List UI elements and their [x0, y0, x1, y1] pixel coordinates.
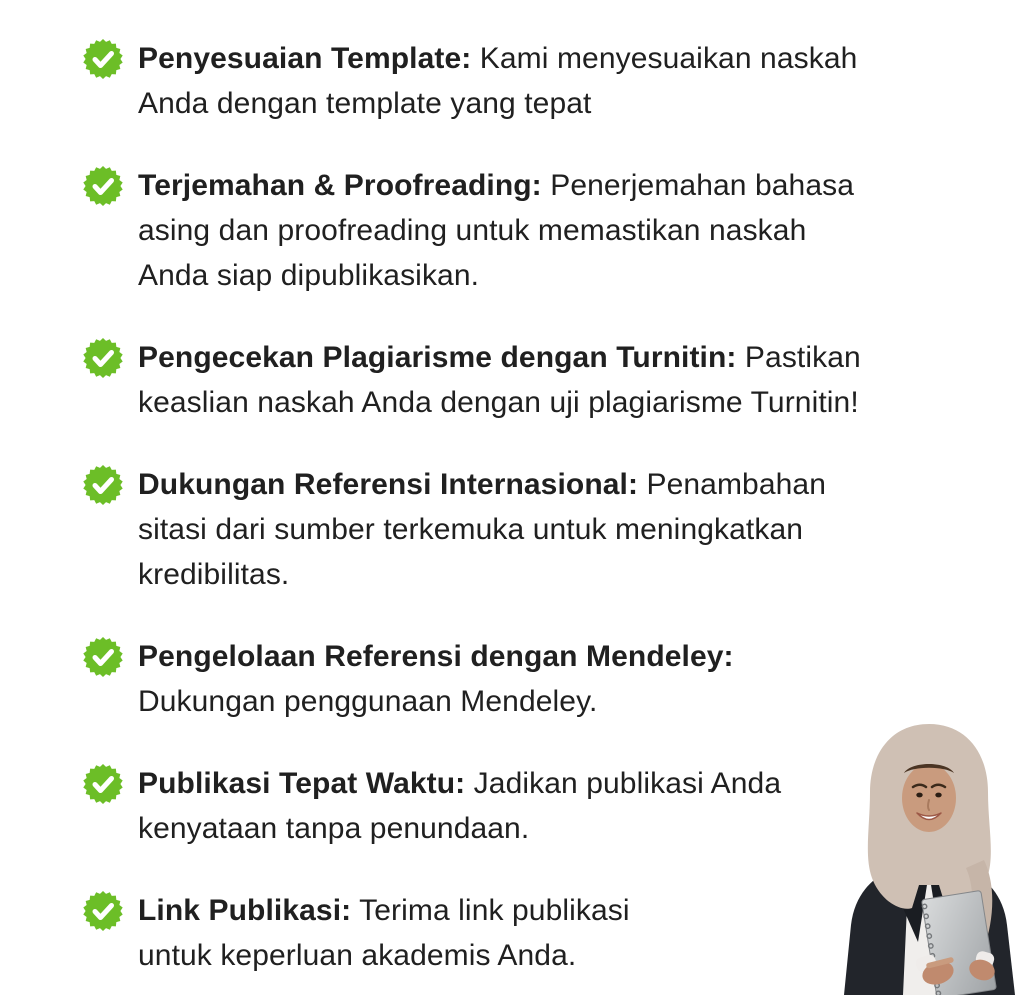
service-text: Penyesuaian Template: Kami menyesuaikan naskah Anda dengan template yang tepat: [138, 42, 858, 120]
services-list: [83, 36, 943, 978]
check-badge-icon: [83, 465, 123, 505]
check-badge-icon: [83, 637, 123, 677]
service-label: Penyesuaian Template:: [138, 42, 472, 75]
service-text: Dukungan Referensi Internasional: Penambahan sitasi dari sumber terkemuka untuk meningkatkan kredibilitas.: [138, 468, 826, 591]
service-text: Pengelolaan Referensi dengan Mendeley: Dukungan penggunaan Mendeley.: [138, 640, 734, 718]
eye: [916, 793, 922, 798]
service-label: Terjemahan & Proofreading:: [138, 169, 542, 202]
check-badge-icon: [83, 338, 123, 378]
service-label: Link Publikasi:: [138, 894, 352, 927]
service-item: [83, 36, 943, 126]
service-label: Publikasi Tepat Waktu:: [138, 767, 466, 800]
service-item: [83, 163, 943, 298]
service-item: [83, 634, 943, 724]
service-label: Pengecekan Plagiarisme dengan Turnitin:: [138, 341, 737, 374]
check-badge-icon: [83, 39, 123, 79]
service-label: Pengelolaan Referensi dengan Mendeley:: [138, 640, 734, 673]
consultant-photo: [834, 710, 1024, 995]
service-text: Link Publikasi: Terima link publikasi untuk keperluan akademis Anda.: [138, 894, 630, 972]
eye: [935, 793, 941, 798]
service-item: [83, 462, 943, 597]
face: [902, 764, 956, 832]
check-badge-icon: [83, 166, 123, 206]
service-text: Pengecekan Plagiarisme dengan Turnitin: Pastikan keaslian naskah Anda dengan uji plagiarisme Turnitin!: [138, 341, 861, 419]
service-text: Publikasi Tepat Waktu: Jadikan publikasi Anda kenyataan tanpa penundaan.: [138, 767, 782, 845]
service-item: [83, 888, 943, 978]
check-badge-icon: [83, 764, 123, 804]
check-badge-icon: [83, 891, 123, 931]
service-item: [83, 761, 943, 851]
service-label: Dukungan Referensi Internasional:: [138, 468, 639, 501]
service-text: Terjemahan & Proofreading: Penerjemahan bahasa asing dan proofreading untuk memastikan naskah Anda siap dipublikasikan.: [138, 169, 855, 292]
service-item: [83, 335, 943, 425]
